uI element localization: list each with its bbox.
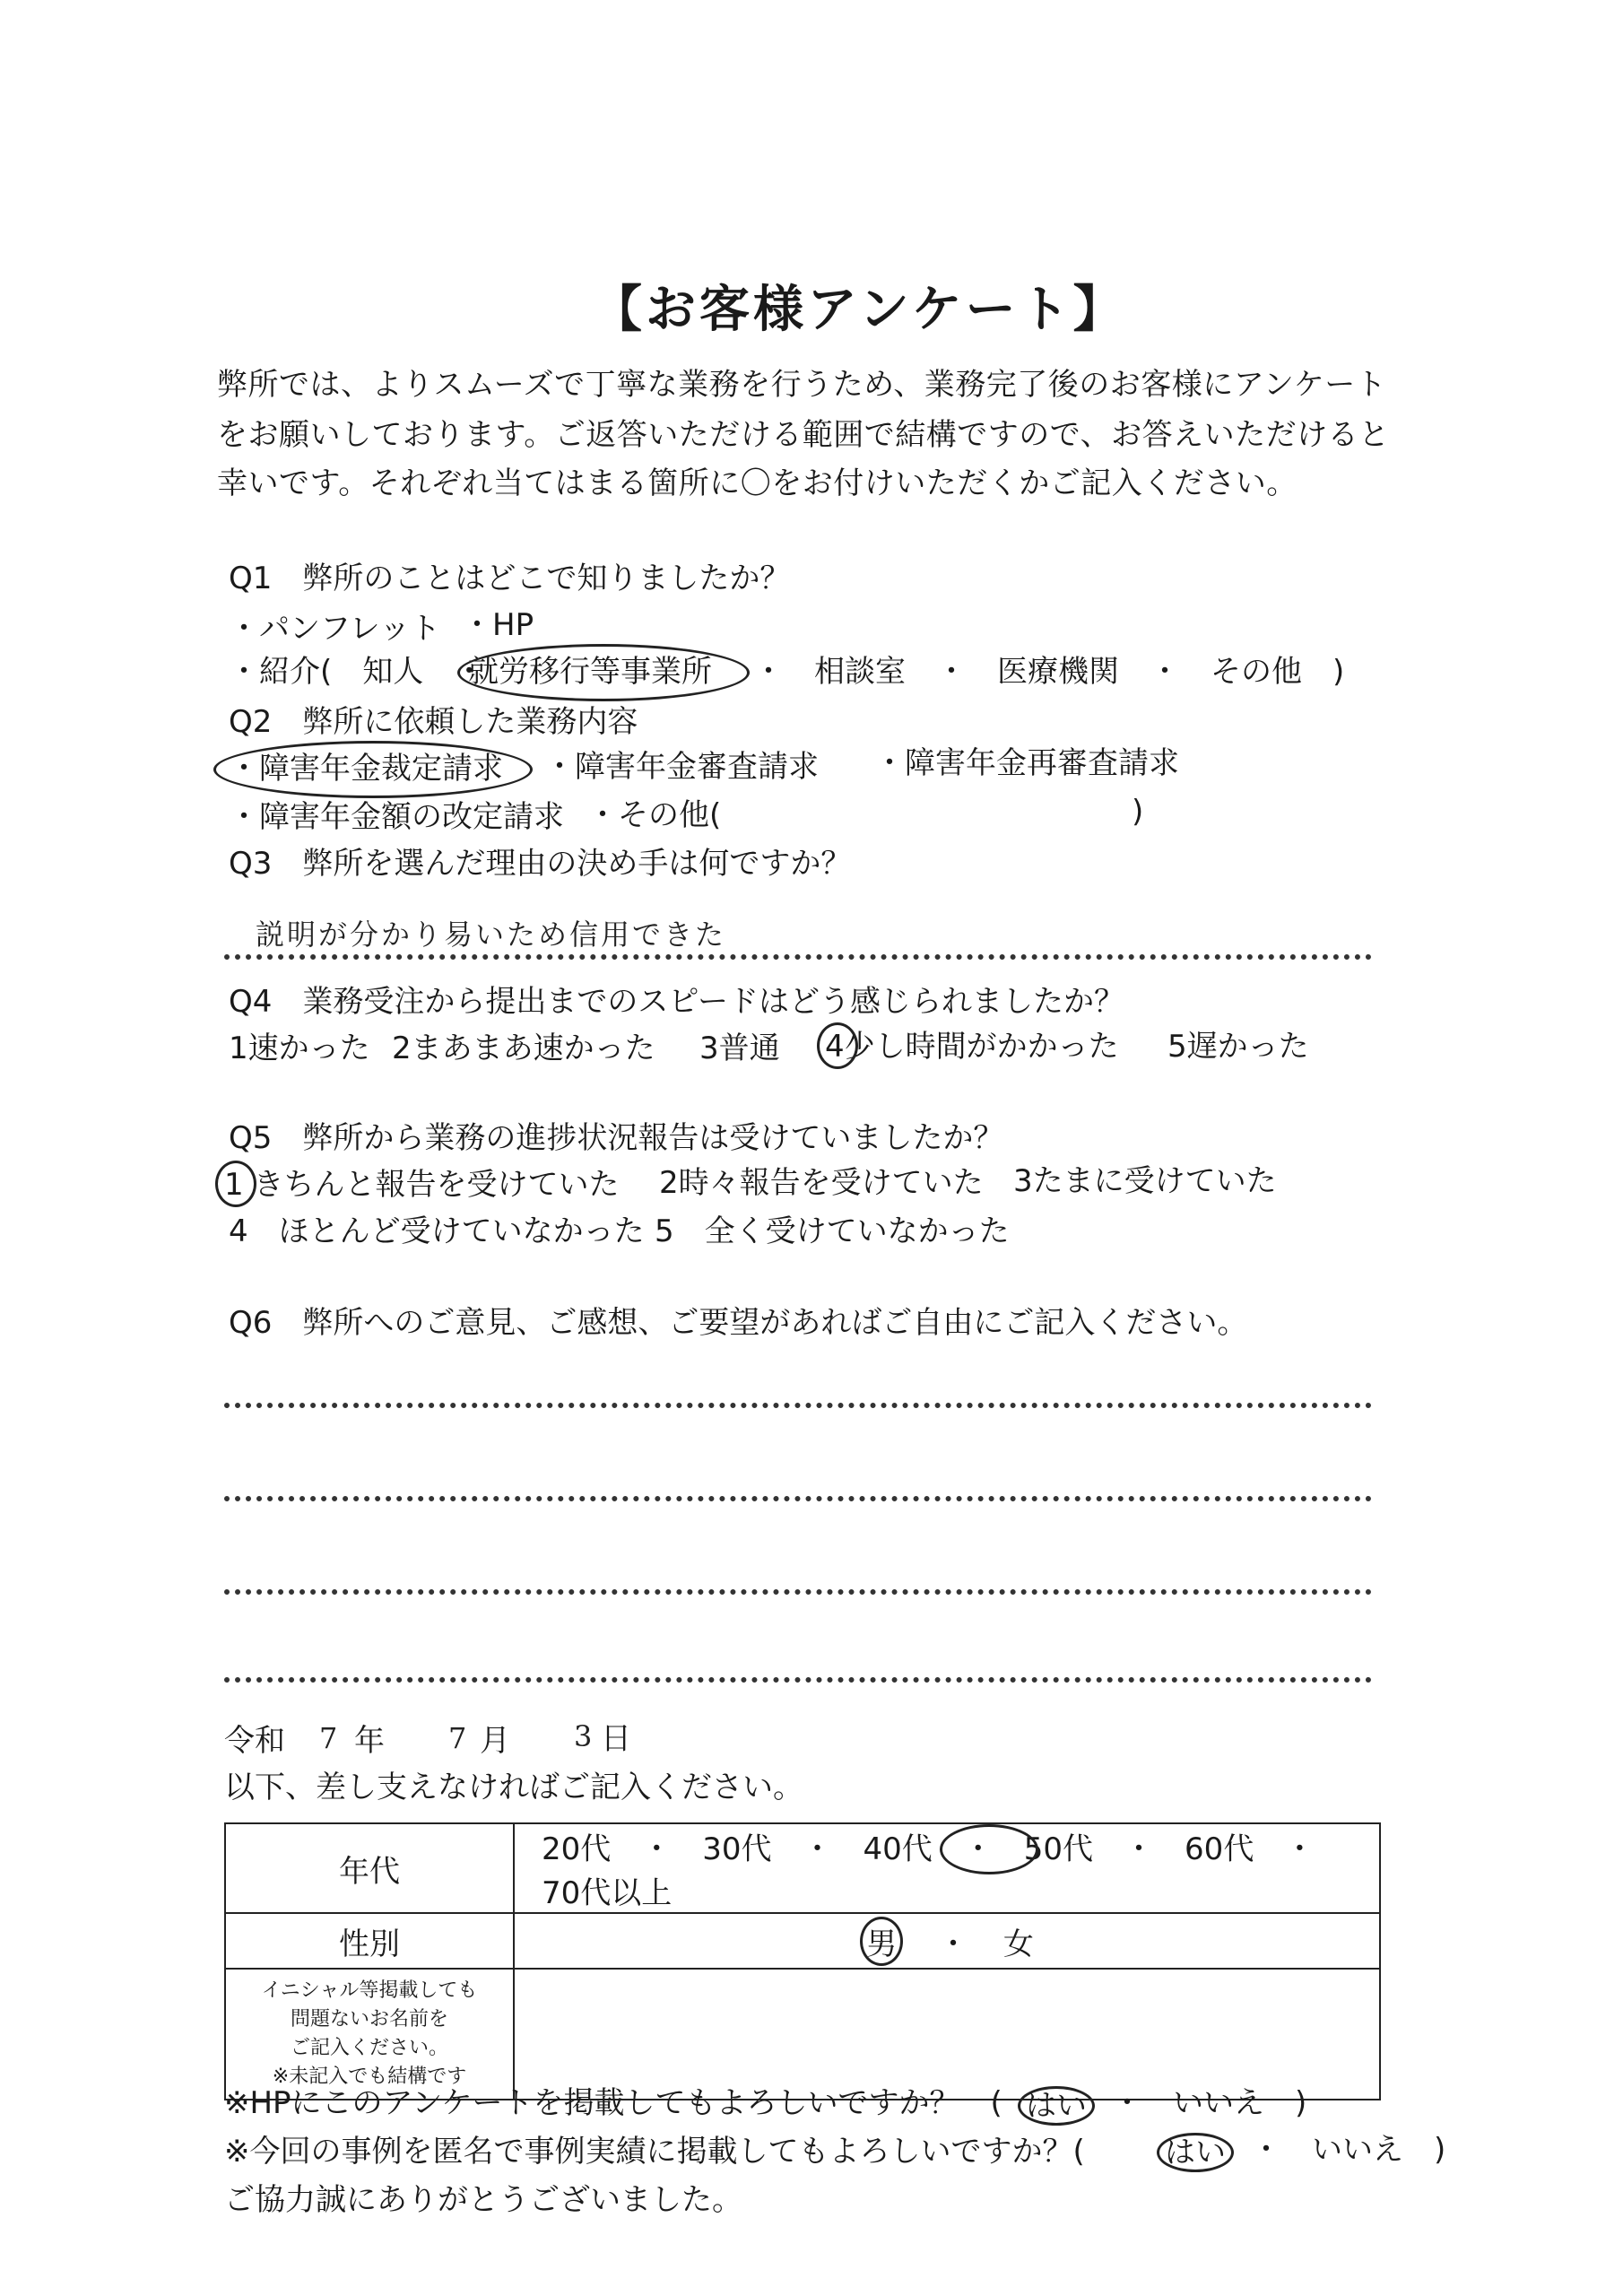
q1-question: Q1 弊所のことはどこで知りましたか？ bbox=[229, 561, 791, 596]
age-label: 年代 bbox=[225, 1823, 514, 1913]
gender-female[interactable]: 女 bbox=[1002, 1926, 1034, 1962]
date-era: 令和 bbox=[224, 1723, 285, 1759]
intro-line-2: をお願いしております。ご返答いただける範囲で結構ですので、お答えいただけると bbox=[217, 417, 1390, 453]
date-month-unit: 月 bbox=[480, 1723, 510, 1759]
q1-option-intro[interactable]: ・紹介( 知人 ・ bbox=[229, 654, 485, 690]
q5-option-4[interactable]: 4 ほとんど受けていなかった bbox=[229, 1213, 645, 1249]
name-label-line-4: ※未記入でも結構です bbox=[272, 2065, 467, 2088]
thanks: ご協力誠にありがとうございました。 bbox=[224, 2182, 742, 2218]
age-options-text: 20代 ・ 30代 ・ 40代 ・ 50代 ・ 60代 ・ 70代以上 bbox=[542, 1831, 1346, 1911]
name-label-line-3: ご記入ください。 bbox=[290, 2037, 448, 2059]
q4-option-1[interactable]: 1速かった bbox=[229, 1031, 370, 1066]
q1-option-hp[interactable]: ・HP bbox=[462, 607, 534, 643]
q6-answer-line-1 bbox=[224, 1403, 1372, 1408]
q6-answer-line-3 bbox=[224, 1589, 1372, 1595]
gender-male[interactable]: 男 bbox=[860, 1917, 903, 1966]
name-value-cell[interactable] bbox=[514, 1969, 1380, 2100]
consent-case-rest[interactable]: ・ いいえ ) bbox=[1251, 2132, 1446, 2168]
q4-option-3[interactable]: 3普通 bbox=[699, 1031, 780, 1066]
respondent-info-table bbox=[224, 1822, 1381, 2100]
q5-option-3[interactable]: 3たまに受けていた bbox=[1013, 1163, 1277, 1199]
q2-option-5[interactable]: ・その他( bbox=[587, 797, 722, 833]
q5-option-1[interactable]: 1 きちんと報告を受けていた bbox=[224, 1167, 620, 1203]
q5-option-5[interactable]: 5 全く受けていなかった bbox=[655, 1213, 1010, 1249]
gender-label: 性別 bbox=[225, 1913, 514, 1969]
q2-option-5-close: ) bbox=[1132, 794, 1144, 830]
date-day[interactable]: 3 bbox=[574, 1719, 593, 1753]
consent-hp-yes[interactable]: はい bbox=[1018, 2086, 1095, 2126]
consent-case-yes[interactable]: はい bbox=[1157, 2133, 1234, 2172]
q2-option-2[interactable]: ・障害年金審査請求 bbox=[544, 749, 819, 785]
q2-option-4[interactable]: ・障害年金額の改定請求 bbox=[229, 799, 564, 835]
q4-question: Q4 業務受注から提出までのスピードはどう感じられましたか？ bbox=[229, 984, 1125, 1020]
name-label-line-1: イニシャル等掲載しても bbox=[261, 1979, 478, 2003]
answer-circle-q2 bbox=[213, 741, 533, 798]
q3-question: Q3 弊所を選んだ理由の決め手は何ですか？ bbox=[229, 846, 852, 882]
q4-option-2[interactable]: 2まあまあ速かった bbox=[392, 1031, 655, 1066]
q1-option-pamphlet[interactable]: ・パンフレット bbox=[229, 611, 441, 647]
q1-option-shuro[interactable]: 就労移行等事業所 bbox=[468, 654, 712, 690]
answer-circle-q1 bbox=[457, 644, 750, 701]
intro-line-1: 弊所では、よりスムーズで丁寧な業務を行うため、業務完了後のお客様にアンケート bbox=[217, 367, 1387, 403]
q6-answer-line-4 bbox=[224, 1677, 1372, 1683]
q2-option-3[interactable]: ・障害年金再審査請求 bbox=[874, 745, 1179, 781]
date-day-unit: 日 bbox=[601, 1721, 631, 1757]
q6-answer-line-2 bbox=[224, 1496, 1372, 1501]
name-label bbox=[225, 1969, 514, 2100]
consent-hp-question: ※HPにこのアンケートを掲載してもよろしいですか？ ( bbox=[224, 2085, 1002, 2121]
page-title: 【お客様アンケート】 bbox=[592, 281, 1127, 339]
answer-circle-q5 bbox=[215, 1161, 256, 1207]
name-label-line-2: 問題ないお名前を bbox=[290, 2008, 448, 2031]
answer-circle-q4 bbox=[817, 1022, 858, 1069]
optional-note: 以下、差し支えなければご記入ください。 bbox=[224, 1770, 803, 1805]
gender-separator: ・ bbox=[938, 1926, 968, 1962]
q4-option-4[interactable]: 4少し時間がかかった bbox=[825, 1029, 1119, 1065]
q4-option-5[interactable]: 5遅かった bbox=[1167, 1029, 1309, 1065]
q6-question: Q6 弊所へのご意見、ご感想、ご要望があればご自由にご記入ください。 bbox=[229, 1305, 1248, 1341]
gender-options[interactable] bbox=[514, 1913, 1380, 1969]
q3-answer-line bbox=[224, 954, 1372, 960]
q2-question: Q2 弊所に依頼した業務内容 bbox=[229, 704, 638, 740]
q1-option-rest[interactable]: ・ 相談室 ・ 医療機関 ・ その他 ) bbox=[753, 654, 1345, 690]
q5-question: Q5 弊所から業務の進捗状況報告は受けていましたか？ bbox=[229, 1120, 1004, 1156]
q2-option-1[interactable]: ・障害年金裁定請求 bbox=[229, 751, 503, 787]
intro-line-3: 幸いです。それぞれ当てはまる箇所に〇をお付けいただくかご記入ください。 bbox=[217, 465, 1298, 501]
consent-case-question: ※今回の事例を匿名で事例実績に掲載してもよろしいですか？( bbox=[224, 2134, 1085, 2170]
date-year-unit: 年 bbox=[354, 1723, 385, 1759]
consent-hp-rest[interactable]: ・ いいえ ) bbox=[1112, 2085, 1307, 2121]
answer-circle-age bbox=[940, 1824, 1038, 1874]
date-year[interactable]: 7 bbox=[319, 1721, 338, 1755]
q5-option-2[interactable]: 2時々報告を受けていた bbox=[659, 1165, 984, 1201]
date-month[interactable]: 7 bbox=[448, 1721, 467, 1755]
q3-answer[interactable]: 説明が分かり易いため信用できた bbox=[256, 918, 727, 952]
